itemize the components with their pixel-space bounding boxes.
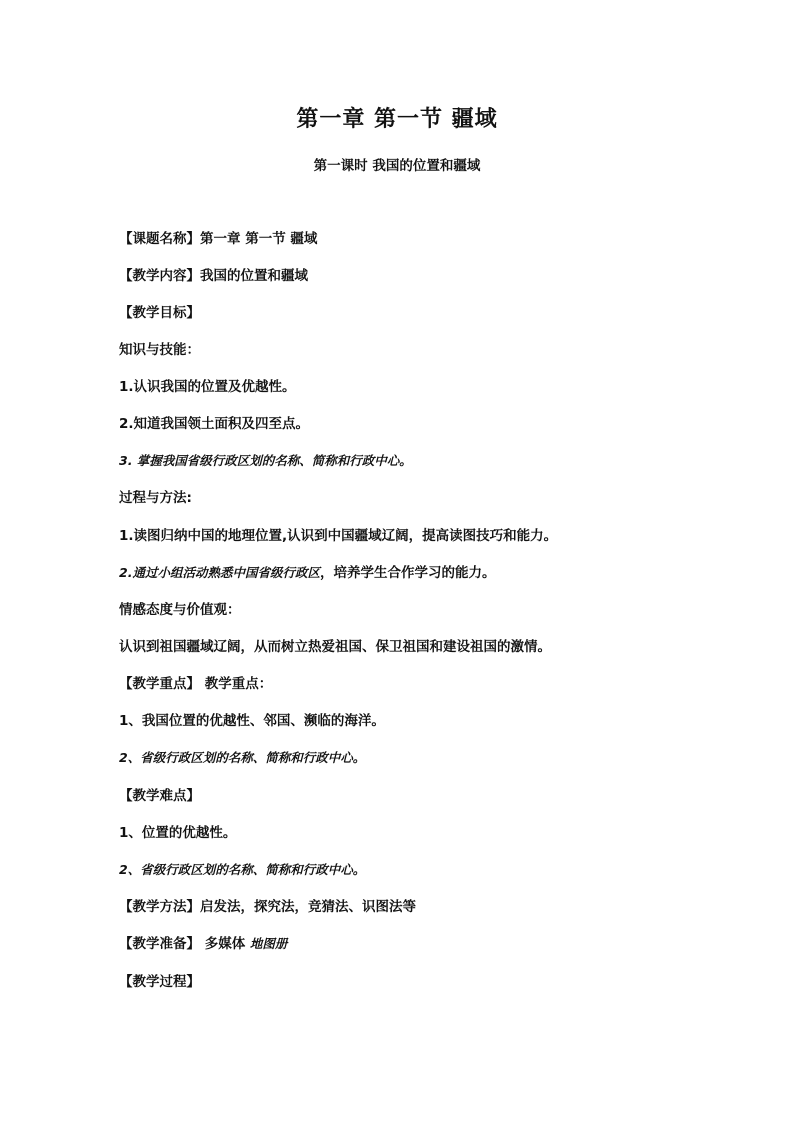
key-label: 【教学重点】	[119, 676, 200, 692]
knowledge-item-3: 3. 掌握我国省级行政区划的名称、简称和行政中心。	[119, 453, 412, 468]
method-label: 【教学方法】	[119, 899, 200, 915]
process-item-2-rest: ，培养学生合作学习的能力。	[319, 565, 496, 581]
content-line	[119, 266, 734, 286]
key-item-1: 1、我国位置的优越性、邻国、濒临的海洋。	[119, 713, 385, 729]
knowledge-item-1: 1.认识我国的位置及优越性。	[119, 379, 296, 395]
prep-label: 【教学准备】	[119, 936, 200, 952]
difficult-item-1: 1、位置的优越性。	[119, 825, 237, 841]
content-label: 【教学内容】	[119, 268, 200, 284]
topic-line	[119, 229, 734, 249]
process-item-2	[119, 563, 734, 583]
key-value: 教学重点：	[200, 676, 273, 692]
key-line	[119, 674, 734, 694]
process-item-2-italic: 2.通过小组活动熟悉中国省级行政区	[119, 565, 320, 580]
prep-value-italic: 地图册	[249, 936, 288, 951]
process-heading: 过程与方法:	[119, 490, 192, 506]
document-title: 第一章 第一节 疆域	[296, 106, 498, 132]
method-line	[119, 897, 734, 917]
emotion-heading: 情感态度与价值观：	[119, 602, 241, 618]
difficult-item-2: 2、省级行政区划的名称、简称和行政中心。	[119, 862, 366, 877]
process-label: 【教学过程】	[119, 974, 200, 990]
knowledge-heading: 知识与技能：	[119, 342, 200, 358]
difficult-label: 【教学难点】	[119, 788, 200, 804]
goals-label: 【教学目标】	[119, 305, 200, 321]
document-subtitle: 第一课时 我国的位置和疆域	[313, 158, 481, 174]
topic-value: 第一章 第一节 疆域	[200, 231, 318, 247]
key-item-2: 2、省级行政区划的名称、简称和行政中心。	[119, 750, 366, 765]
process-item-1: 1.读图归纳中国的地理位置,认识到中国疆域辽阔，提高读图技巧和能力。	[119, 528, 558, 544]
method-value: 启发法，探究法，竞猜法、识图法等	[200, 899, 416, 915]
prep-value: 多媒体	[200, 936, 250, 952]
knowledge-item-2: 2.知道我国领土面积及四至点。	[119, 416, 310, 432]
emotion-item-1: 认识到祖国疆域辽阔，从而树立热爱祖国、保卫祖国和建设祖国的激情。	[119, 639, 551, 655]
topic-label: 【课题名称】	[119, 231, 200, 247]
content-value: 我国的位置和疆域	[200, 268, 308, 284]
prep-line	[119, 934, 734, 954]
